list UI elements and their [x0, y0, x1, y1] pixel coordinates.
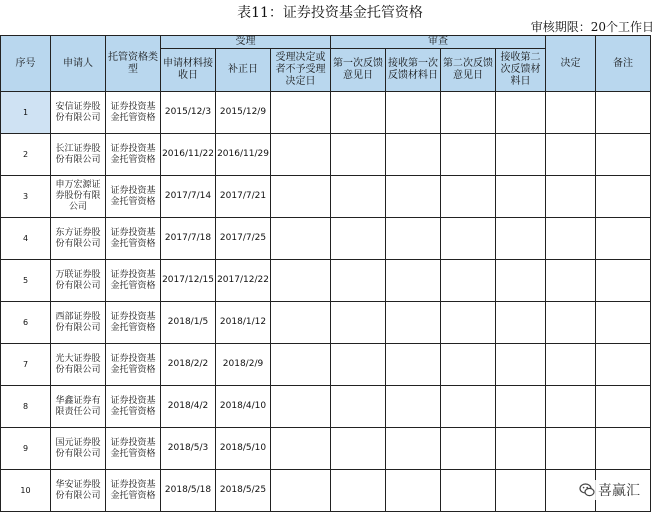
cell-decision	[546, 134, 596, 176]
cell-applicant: 安信证券股份有限公司	[51, 92, 106, 134]
cell-note	[596, 218, 651, 260]
cell-note	[596, 134, 651, 176]
cell-decision	[546, 218, 596, 260]
cell-seq: 9	[1, 428, 51, 470]
cell-second-material	[496, 218, 546, 260]
table-row	[1, 344, 651, 386]
table-row	[1, 218, 651, 260]
cell-decision	[546, 92, 596, 134]
cell-first-feedback	[331, 470, 386, 512]
cell-receive-date: 2017/7/14	[161, 176, 216, 218]
cell-second-feedback	[441, 260, 496, 302]
cell-supplement-date: 2018/4/10	[216, 386, 271, 428]
header-first-feedback: 第一次反馈意见日	[331, 49, 386, 92]
cell-decision	[546, 260, 596, 302]
cell-first-material	[386, 344, 441, 386]
table-row	[1, 176, 651, 218]
cell-second-material	[496, 92, 546, 134]
cell-accept-decision-date	[271, 386, 331, 428]
cell-receive-date: 2015/12/3	[161, 92, 216, 134]
header-decision: 决定	[546, 36, 596, 92]
cell-second-material	[496, 134, 546, 176]
cell-seq: 2	[1, 134, 51, 176]
review-period: 审核期限：20个工作日	[530, 20, 654, 34]
cell-first-material	[386, 134, 441, 176]
cell-note	[596, 428, 651, 470]
watermark	[577, 480, 642, 500]
cell-applicant: 国元证券股份有限公司	[51, 428, 106, 470]
cell-first-feedback	[331, 386, 386, 428]
cell-accept-decision-date	[271, 302, 331, 344]
cell-seq: 4	[1, 218, 51, 260]
table-title: 表11：证券投资基金托管资格	[237, 5, 423, 21]
cell-type: 证券投资基金托管资格	[106, 344, 161, 386]
cell-second-material	[496, 260, 546, 302]
cell-applicant: 申万宏源证券股份有限公司	[51, 176, 106, 218]
cell-accept-decision-date	[271, 344, 331, 386]
header-second-feedback: 第二次反馈意见日	[441, 49, 496, 92]
cell-first-material	[386, 386, 441, 428]
cell-second-feedback	[441, 176, 496, 218]
cell-type: 证券投资基金托管资格	[106, 134, 161, 176]
cell-decision	[546, 386, 596, 428]
cell-second-material	[496, 386, 546, 428]
cell-applicant: 华安证券股份有限公司	[51, 470, 106, 512]
cell-accept-decision-date	[271, 92, 331, 134]
header-note: 备注	[596, 36, 651, 92]
header-type: 托管资格类型	[106, 36, 161, 92]
table-row	[1, 428, 651, 470]
cell-seq: 10	[1, 470, 51, 512]
header-accept-group: 受理	[161, 36, 331, 49]
cell-first-feedback	[331, 92, 386, 134]
table-row	[1, 260, 651, 302]
cell-receive-date: 2018/5/18	[161, 470, 216, 512]
cell-seq: 5	[1, 260, 51, 302]
cell-first-feedback	[331, 134, 386, 176]
watermark-text: 喜赢汇	[598, 483, 640, 499]
cell-second-feedback	[441, 344, 496, 386]
wechat-icon	[579, 482, 595, 498]
cell-seq: 8	[1, 386, 51, 428]
cell-second-feedback	[441, 92, 496, 134]
cell-receive-date: 2018/2/2	[161, 344, 216, 386]
cell-decision	[546, 176, 596, 218]
header-review-group: 审查	[331, 36, 546, 49]
cell-seq: 6	[1, 302, 51, 344]
cell-second-material	[496, 176, 546, 218]
cell-type: 证券投资基金托管资格	[106, 260, 161, 302]
cell-receive-date: 2018/5/3	[161, 428, 216, 470]
cell-second-material	[496, 428, 546, 470]
header-second-material: 接收第二次反馈材料日	[496, 49, 546, 92]
cell-first-feedback	[331, 260, 386, 302]
cell-type: 证券投资基金托管资格	[106, 176, 161, 218]
table-row	[1, 134, 651, 176]
cell-first-material	[386, 302, 441, 344]
cell-accept-decision-date	[271, 428, 331, 470]
cell-supplement-date: 2018/5/25	[216, 470, 271, 512]
cell-accept-decision-date	[271, 176, 331, 218]
cell-accept-decision-date	[271, 218, 331, 260]
cell-first-feedback	[331, 176, 386, 218]
cell-supplement-date: 2016/11/29	[216, 134, 271, 176]
cell-supplement-date: 2015/12/9	[216, 92, 271, 134]
cell-accept-decision-date	[271, 470, 331, 512]
cell-second-feedback	[441, 218, 496, 260]
cell-second-feedback	[441, 302, 496, 344]
cell-supplement-date: 2018/1/12	[216, 302, 271, 344]
cell-type: 证券投资基金托管资格	[106, 470, 161, 512]
cell-decision	[546, 302, 596, 344]
cell-second-material	[496, 302, 546, 344]
cell-type: 证券投资基金托管资格	[106, 218, 161, 260]
header-receive-date: 申请材料接收日	[161, 49, 216, 92]
cell-note	[596, 386, 651, 428]
cell-applicant: 长江证券股份有限公司	[51, 134, 106, 176]
cell-first-material	[386, 176, 441, 218]
cell-second-feedback	[441, 470, 496, 512]
header-accept-decision-date: 受理决定或者不予受理决定日	[271, 49, 331, 92]
table-row	[1, 470, 651, 512]
cell-receive-date: 2016/11/22	[161, 134, 216, 176]
cell-note	[596, 344, 651, 386]
cell-seq: 3	[1, 176, 51, 218]
cell-receive-date: 2018/1/5	[161, 302, 216, 344]
cell-first-material	[386, 218, 441, 260]
cell-applicant: 东方证券股份有限公司	[51, 218, 106, 260]
cell-supplement-date: 2017/7/21	[216, 176, 271, 218]
cell-supplement-date: 2017/12/22	[216, 260, 271, 302]
cell-seq: 7	[1, 344, 51, 386]
cell-receive-date: 2018/4/2	[161, 386, 216, 428]
cell-supplement-date: 2018/5/10	[216, 428, 271, 470]
cell-accept-decision-date	[271, 134, 331, 176]
cell-note	[596, 176, 651, 218]
cell-receive-date: 2017/7/18	[161, 218, 216, 260]
cell-type: 证券投资基金托管资格	[106, 302, 161, 344]
cell-second-material	[496, 470, 546, 512]
cell-first-material	[386, 92, 441, 134]
table-row	[1, 386, 651, 428]
table-row	[1, 92, 651, 134]
cell-receive-date: 2017/12/15	[161, 260, 216, 302]
cell-type: 证券投资基金托管资格	[106, 386, 161, 428]
cell-second-feedback	[441, 386, 496, 428]
cell-applicant: 华鑫证券有限责任公司	[51, 386, 106, 428]
table-row	[1, 302, 651, 344]
cell-second-feedback	[441, 428, 496, 470]
header-first-material: 接收第一次反馈材料日	[386, 49, 441, 92]
cell-applicant: 光大证券股份有限公司	[51, 344, 106, 386]
cell-first-feedback	[331, 218, 386, 260]
header-supplement-date: 补正日	[216, 49, 271, 92]
fund-custody-table	[0, 35, 651, 512]
cell-decision	[546, 344, 596, 386]
cell-first-feedback	[331, 344, 386, 386]
cell-type: 证券投资基金托管资格	[106, 428, 161, 470]
header-seq: 序号	[1, 36, 51, 92]
cell-accept-decision-date	[271, 260, 331, 302]
header-applicant: 申请人	[51, 36, 106, 92]
cell-first-material	[386, 428, 441, 470]
cell-applicant: 万联证券股份有限公司	[51, 260, 106, 302]
cell-type: 证券投资基金托管资格	[106, 92, 161, 134]
cell-first-feedback	[331, 428, 386, 470]
table-body	[1, 92, 651, 512]
cell-decision	[546, 428, 596, 470]
cell-supplement-date: 2018/2/9	[216, 344, 271, 386]
cell-note	[596, 260, 651, 302]
cell-first-feedback	[331, 302, 386, 344]
cell-note	[596, 92, 651, 134]
cell-seq: 1	[1, 92, 51, 134]
cell-applicant: 西部证券股份有限公司	[51, 302, 106, 344]
cell-note	[596, 302, 651, 344]
cell-supplement-date: 2017/7/25	[216, 218, 271, 260]
cell-second-material	[496, 344, 546, 386]
cell-first-material	[386, 260, 441, 302]
cell-first-material	[386, 470, 441, 512]
cell-second-feedback	[441, 134, 496, 176]
